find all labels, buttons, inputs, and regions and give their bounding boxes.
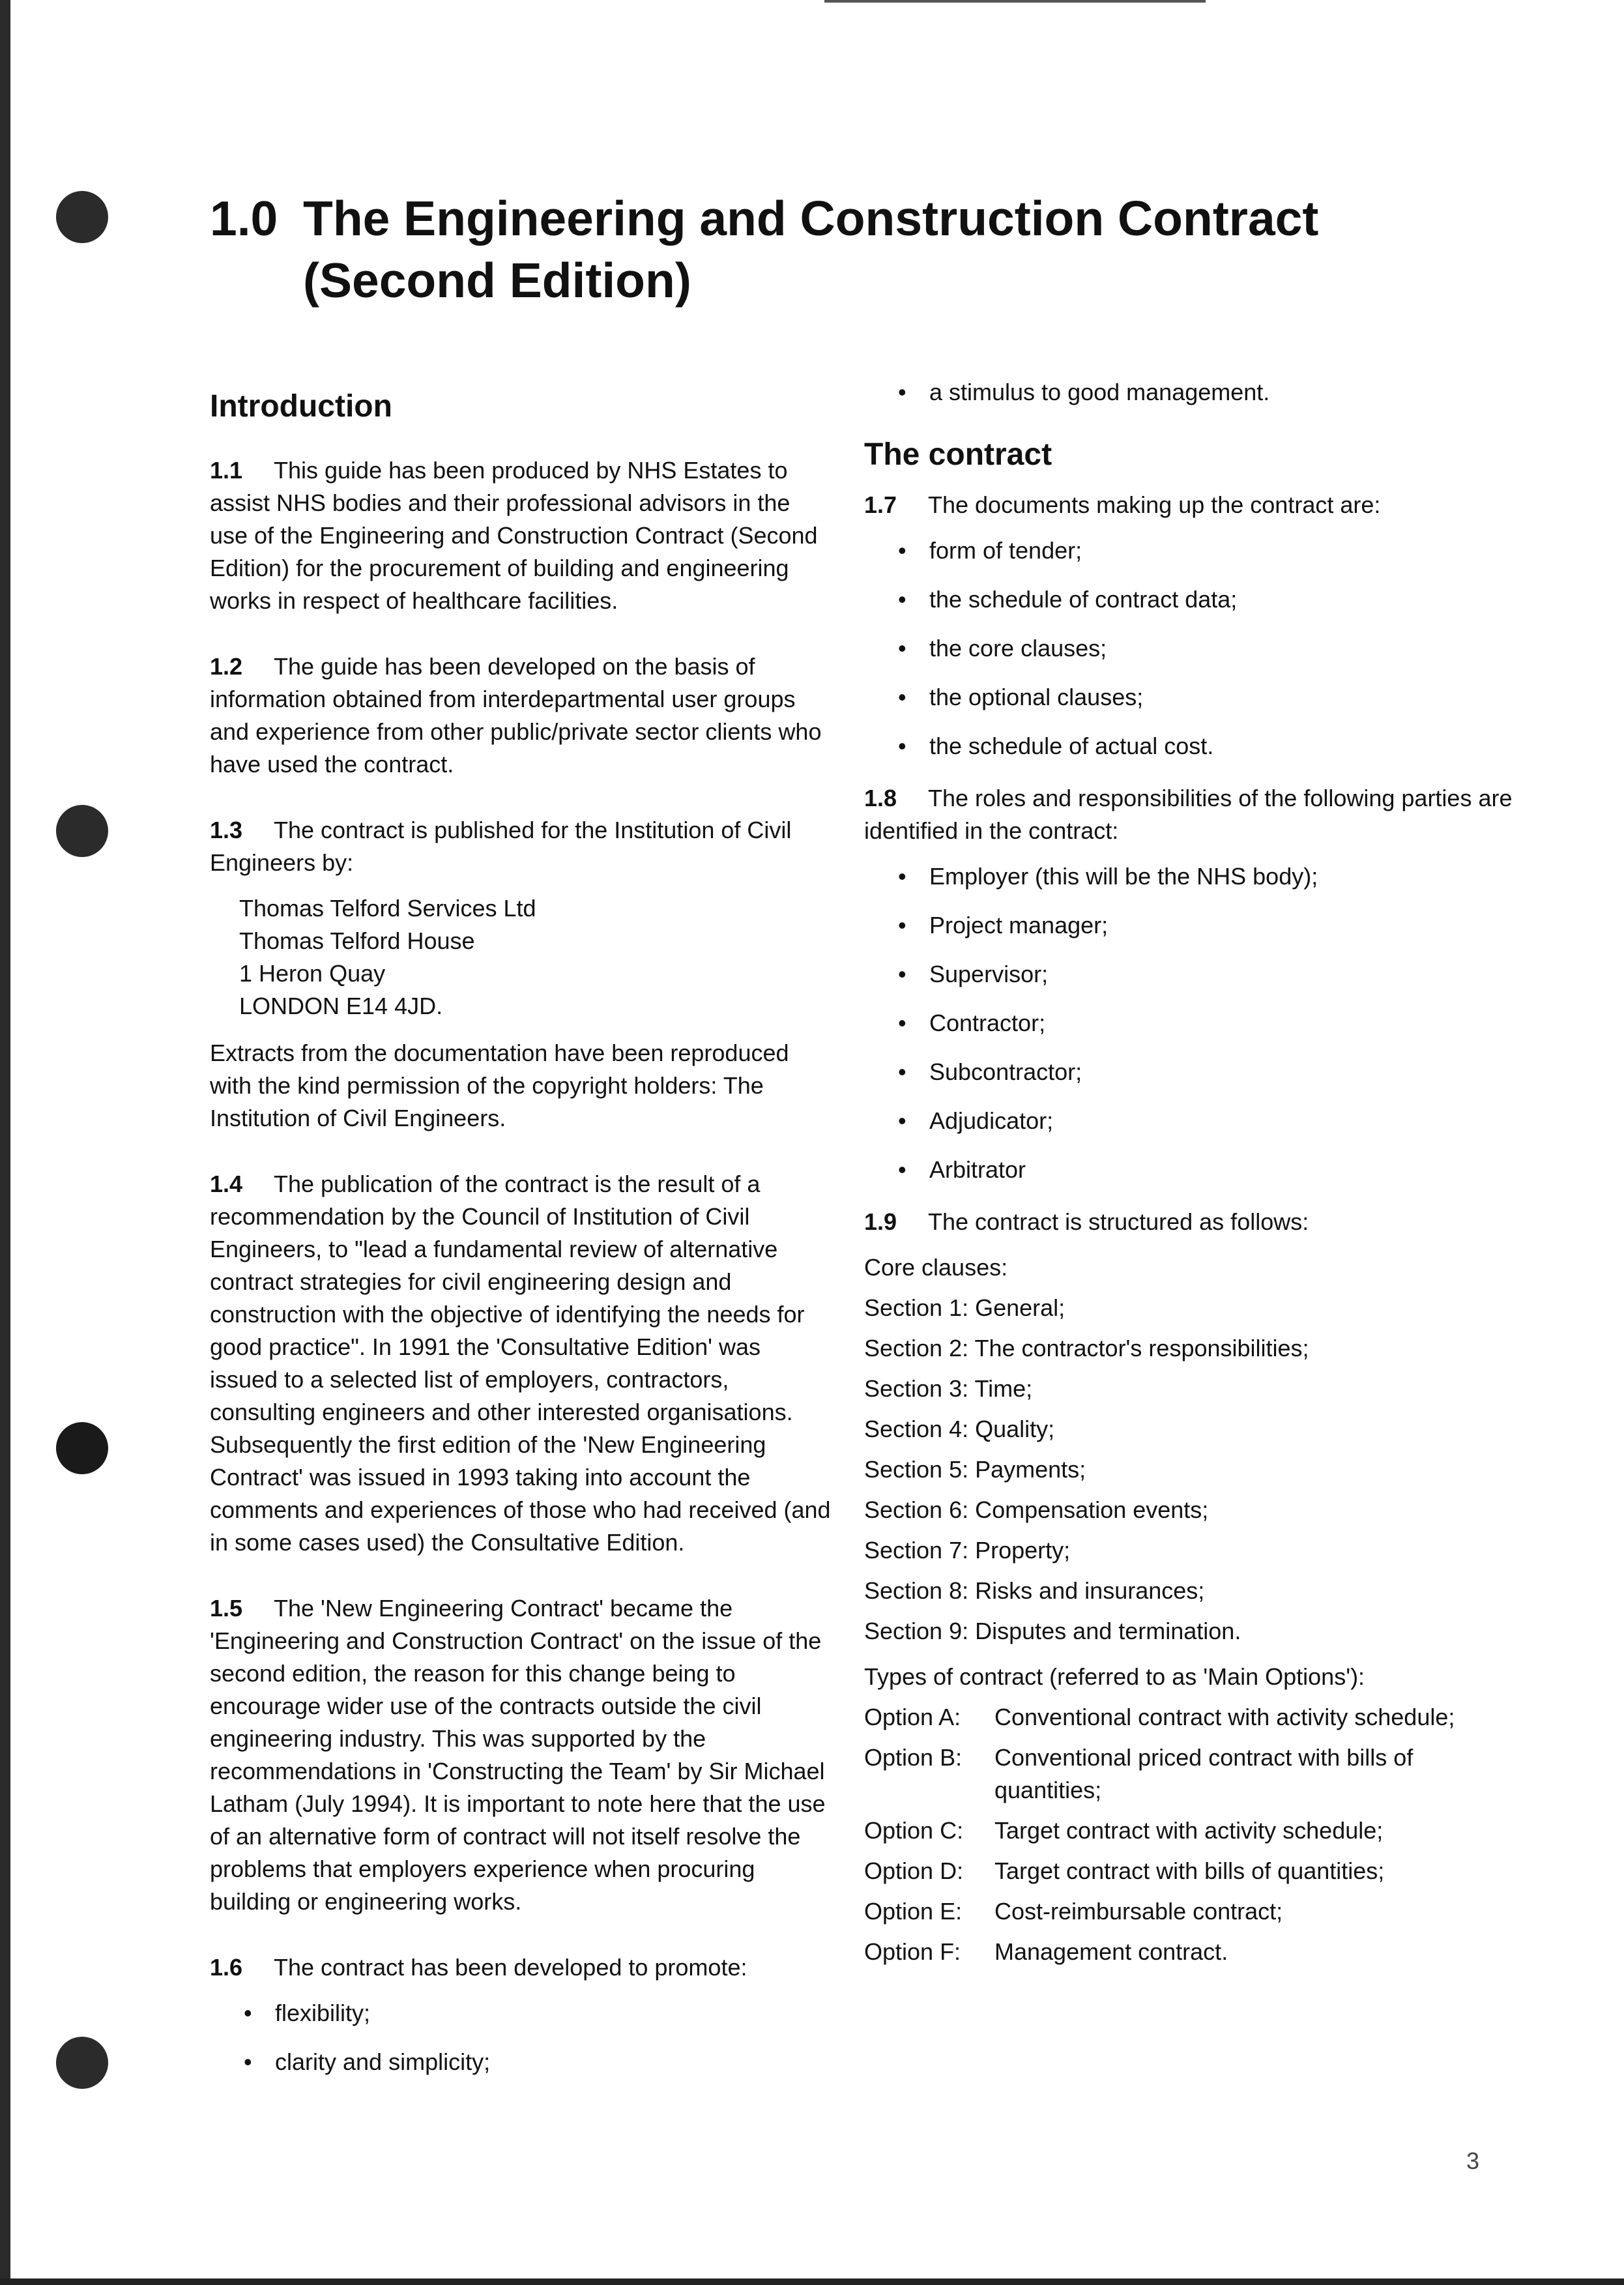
punch-hole	[56, 2037, 108, 2089]
list-item: • the schedule of actual cost.	[864, 730, 1516, 763]
chapter-title-line-2: (Second Edition)	[303, 253, 691, 308]
list-item: • Arbitrator	[864, 1154, 1516, 1186]
list-item: • clarity and simplicity;	[210, 2046, 832, 2078]
list-item: • the schedule of contract data;	[864, 583, 1516, 616]
option-description: Conventional contract with activity schedule;	[994, 1704, 1455, 1730]
address-line: LONDON E14 4JD.	[239, 993, 443, 1019]
option-description: Management contract.	[994, 1938, 1228, 1965]
paragraph-text: The contract is published for the Institution of Civil Engineers by:	[210, 817, 792, 876]
paragraph-1-4	[210, 1168, 832, 1559]
scan-edge-top	[824, 0, 1206, 3]
section-line: Section 5: Payments;	[864, 1456, 1086, 1483]
list-item: • the core clauses;	[864, 632, 1516, 665]
documents-list	[864, 534, 1516, 763]
option-row	[864, 1936, 1516, 1968]
paragraph-number: 1.5	[210, 1595, 243, 1622]
section-line: Section 7: Property;	[864, 1537, 1071, 1564]
paragraph-text: The roles and responsibilities of the following parties are identified in the contract:	[864, 785, 1513, 844]
option-label: Option C:	[864, 1817, 964, 1844]
option-description: Target contract with bills of quantities;	[994, 1857, 1385, 1884]
paragraph-text: The contract is structured as follows:	[928, 1208, 1309, 1235]
promote-list-continued	[864, 376, 1516, 409]
option-description: Target contract with activity schedule;	[994, 1817, 1384, 1844]
list-item: • the optional clauses;	[864, 681, 1516, 714]
right-column	[864, 376, 1516, 1976]
page-number: 3	[1466, 2147, 1480, 2174]
paragraph-text: The 'New Engineering Contract' became the 'Engineering and Construction Contract' on the issue of the second edition, the reason for this change being to encourage wider use of the contracts outside the civil engineering industry. This was supported by the recommendations in 'Constructing the Team' by Sir Michael Latham (July 1994). It is important to note here that the use of an alternative form of contract will not itself resolve the problems that employers experience when procuring building or engineering works.	[210, 1595, 826, 1915]
section-line: Section 3: Time;	[864, 1375, 1033, 1402]
section-line: Section 9: Disputes and termination.	[864, 1618, 1241, 1644]
option-row	[864, 1741, 1516, 1807]
paragraph-1-6	[210, 1951, 832, 1984]
paragraph-number: 1.1	[210, 457, 243, 484]
paragraph-number: 1.7	[864, 491, 897, 518]
punch-hole	[56, 1422, 108, 1474]
list-item: • Contractor;	[864, 1007, 1516, 1040]
address-line: Thomas Telford Services Ltd	[239, 895, 536, 922]
chapter-number: 1.0	[210, 191, 278, 246]
paragraph-number: 1.8	[864, 785, 897, 811]
paragraph-text: This guide has been produced by NHS Estates to assist NHS bodies and their professional advisors in the use of the Engineering and Construction Contract (Second Edition) for the procurement of building and engineering works in respect of healthcare facilities.	[210, 457, 818, 614]
paragraph-text: The contract has been developed to promote:	[274, 1954, 747, 1981]
punch-hole	[56, 805, 108, 857]
option-label: Option A:	[864, 1704, 961, 1730]
promote-list	[210, 1997, 832, 2078]
list-item: • flexibility;	[210, 1997, 832, 2030]
paragraph-1-9	[864, 1206, 1516, 1238]
address-line: 1 Heron Quay	[239, 960, 386, 987]
section-line: Section 2: The contractor's responsibilities;	[864, 1335, 1309, 1361]
paragraph-text: The publication of the contract is the result of a recommendation by the Council of Institution of Civil Engineers, to "lead a fundamental review of alternative contract strategies for civil engineering design and construction with the objective of identifying the needs for good practice". In 1991 the 'Consultative Edition' was issued to a selected list of employers, contractors, consulting engineers and other interested organisations. Subsequently the first edition of the 'New Engineering Contract' was issued in 1993 taking into account the comments and experiences of those who had received (and in some cases used) the Consultative Edition.	[210, 1171, 831, 1556]
left-column	[210, 375, 832, 2095]
paragraph-1-5	[210, 1592, 832, 1918]
chapter-title	[303, 188, 1541, 312]
paragraph-1-8	[864, 782, 1516, 847]
chapter-title-line-1: The Engineering and Construction Contract	[303, 191, 1319, 246]
options-list	[864, 1701, 1516, 1968]
section-line: Section 8: Risks and insurances;	[864, 1577, 1205, 1604]
list-item: • Employer (this will be the NHS body);	[864, 860, 1516, 893]
address-line: Thomas Telford House	[239, 927, 475, 954]
option-label: Option E:	[864, 1898, 963, 1925]
paragraph-1-3	[210, 814, 832, 879]
list-item: • form of tender;	[864, 534, 1516, 567]
roles-list	[864, 860, 1516, 1186]
option-label: Option D:	[864, 1857, 964, 1884]
publisher-address	[210, 892, 832, 1023]
option-row	[864, 1814, 1516, 1847]
option-row	[864, 1701, 1516, 1734]
section-line: Section 4: Quality;	[864, 1416, 1055, 1442]
list-item: • a stimulus to good management.	[864, 376, 1516, 409]
option-label: Option B:	[864, 1744, 963, 1771]
section-heading-introduction: Introduction	[210, 389, 392, 424]
paragraph-number: 1.6	[210, 1954, 243, 1981]
core-clauses-heading: Core clauses:	[864, 1254, 1008, 1281]
scan-edge-bottom	[0, 2278, 1624, 2285]
paragraph-text: The guide has been developed on the basis of information obtained from interdepartmental user groups and experience from other public/private sector clients who have used the contract.	[210, 653, 822, 778]
sections-list	[864, 1292, 1516, 1648]
list-item: • Subcontractor;	[864, 1056, 1516, 1088]
option-row	[864, 1895, 1516, 1928]
paragraph-1-1	[210, 454, 832, 617]
punch-hole	[56, 191, 108, 243]
list-item: • Adjudicator;	[864, 1105, 1516, 1137]
paragraph-number: 1.9	[864, 1208, 897, 1235]
main-options-heading: Types of contract (referred to as 'Main Options'):	[864, 1663, 1365, 1690]
section-heading-contract: The contract	[864, 437, 1052, 472]
extracts-note: Extracts from the documentation have been reproduced with the kind permission of the copyright holders: The Institution of Civil Engineers.	[210, 1040, 789, 1131]
list-item: • Project manager;	[864, 909, 1516, 942]
paragraph-text: The documents making up the contract are:	[928, 491, 1381, 518]
paragraph-number: 1.3	[210, 817, 243, 843]
scan-edge-left	[0, 0, 10, 2285]
option-description: Conventional priced contract with bills of quantities;	[994, 1744, 1414, 1803]
paragraph-1-2	[210, 650, 832, 781]
section-line: Section 6: Compensation events;	[864, 1496, 1209, 1523]
section-line: Section 1: General;	[864, 1294, 1066, 1321]
list-item: • Supervisor;	[864, 958, 1516, 991]
paragraph-number: 1.4	[210, 1171, 243, 1197]
option-row	[864, 1855, 1516, 1887]
option-description: Cost-reimbursable contract;	[994, 1898, 1283, 1925]
option-label: Option F:	[864, 1938, 961, 1965]
paragraph-number: 1.2	[210, 653, 243, 680]
paragraph-1-7	[864, 489, 1516, 521]
